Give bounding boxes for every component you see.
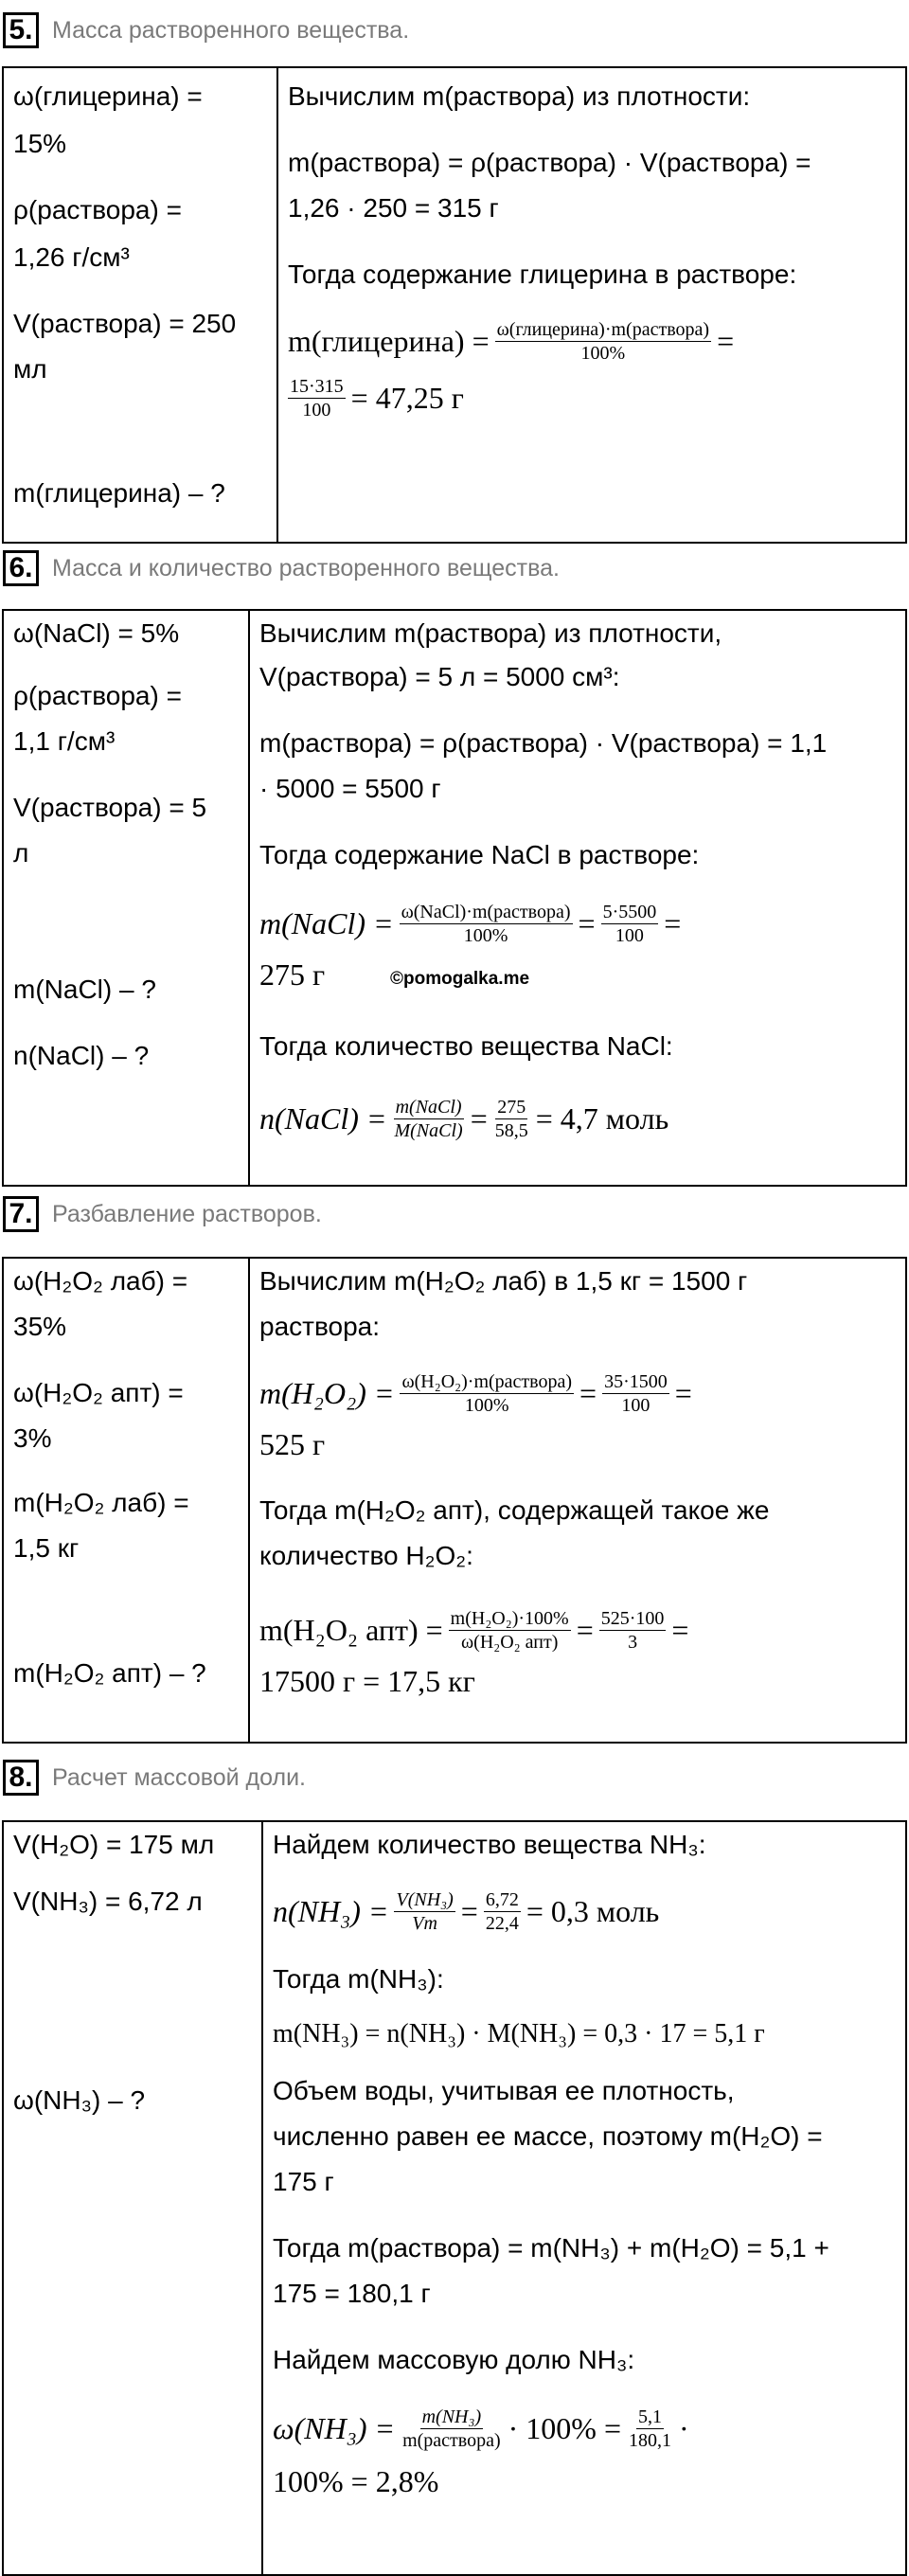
given-line: л bbox=[13, 838, 29, 868]
problem-8-header bbox=[0, 1754, 306, 1801]
given-line: ρ(раствора) = bbox=[13, 195, 182, 224]
fraction-numerator: 5,1 bbox=[638, 2406, 662, 2427]
solution-line: Найдем массовую долю NH₃: bbox=[273, 2345, 635, 2374]
solution-line: 1,26 · 250 = 315 г bbox=[288, 193, 499, 223]
fraction-numerator: ω(H₂O₂)·m(раствора) bbox=[401, 1370, 573, 1392]
solution-column bbox=[250, 611, 905, 1185]
given-line: 3% bbox=[13, 1423, 52, 1453]
formula-line bbox=[259, 1365, 692, 1422]
fraction-denominator: ω(H₂O₂ апт) bbox=[461, 1631, 559, 1653]
problem-number: 6. bbox=[3, 550, 39, 586]
formula-line bbox=[259, 895, 681, 952]
problem-title: Разбавление растворов. bbox=[52, 1200, 322, 1227]
problem-number: 8. bbox=[3, 1760, 39, 1796]
problem-8-table bbox=[2, 1820, 907, 2576]
problem-number: 5. bbox=[3, 12, 39, 48]
formula-operator: · bbox=[679, 2411, 689, 2445]
equals-sign: = bbox=[579, 1376, 597, 1410]
formula-lhs: m(H₂O₂ апт) = bbox=[259, 1613, 443, 1647]
formula-result: = 0,3 моль bbox=[526, 1894, 660, 1928]
equals-sign: = bbox=[674, 1376, 692, 1410]
given-column bbox=[4, 68, 276, 542]
given-column bbox=[4, 1822, 261, 2574]
formula-lhs: m(NaCl) = bbox=[259, 906, 394, 940]
fraction-denominator: m(раствора) bbox=[402, 2429, 501, 2451]
given-line: 15% bbox=[13, 129, 67, 158]
problem-title: Масса и количество растворенного вещества. bbox=[52, 554, 560, 581]
fraction-denominator: 100% bbox=[580, 342, 626, 364]
solution-line: Тогда количество вещества NaCl: bbox=[259, 1031, 673, 1061]
given-line: V(H₂O) = 175 мл bbox=[13, 1830, 215, 1859]
solution-line: численно равен ее массе, поэтому m(H₂O) = bbox=[273, 2121, 823, 2151]
fraction bbox=[601, 901, 659, 947]
solution-line: Объем воды, учитывая ее плотность, bbox=[273, 2076, 735, 2105]
fraction-numerator: m(NH₃) bbox=[421, 2406, 482, 2427]
fraction bbox=[400, 1370, 574, 1417]
formula-line bbox=[259, 1090, 668, 1147]
formula-line bbox=[273, 2400, 689, 2457]
fraction-numerator: ω(NaCl)·m(раствора) bbox=[401, 901, 571, 922]
formula-result: = 47,25 г bbox=[350, 381, 464, 415]
formula-lhs: n(NaCl) = bbox=[259, 1101, 387, 1136]
solution-line: Вычислим m(раствора) из плотности, bbox=[259, 618, 722, 648]
given-column bbox=[4, 611, 248, 1185]
fraction-numerator: 15·315 bbox=[290, 375, 344, 397]
fraction-numerator: m(NaCl) bbox=[395, 1096, 462, 1118]
solution-line: V(раствора) = 5 л = 5000 см³: bbox=[259, 662, 620, 691]
formula-lhs: ω(NH₃) = bbox=[273, 2411, 396, 2445]
fraction-denominator: Vm bbox=[412, 1912, 437, 1934]
formula-result: 100% = 2,8% bbox=[273, 2464, 439, 2498]
solution-line: 175 г bbox=[273, 2167, 334, 2196]
given-line: 1,1 г/см³ bbox=[13, 726, 116, 756]
fraction-denominator: 100 bbox=[302, 399, 331, 420]
formula-operator: · 100% = bbox=[508, 2411, 621, 2445]
given-line: ω(NaCl) = 5% bbox=[13, 618, 180, 648]
fraction bbox=[449, 1607, 571, 1654]
problem-6-header bbox=[0, 545, 560, 592]
fraction-denominator: 100 bbox=[615, 924, 644, 946]
unknown-line: ω(NH₃) – ? bbox=[13, 2085, 146, 2115]
solution-line: · 5000 = 5500 г bbox=[259, 774, 441, 803]
solution-line: 175 = 180,1 г bbox=[273, 2279, 431, 2308]
fraction-denominator: 100% bbox=[463, 924, 508, 946]
formula-lhs: m(глицерина) = bbox=[288, 324, 490, 358]
fraction bbox=[484, 1888, 521, 1935]
problem-5-table bbox=[2, 66, 907, 544]
unknown-line: m(глицерина) – ? bbox=[13, 478, 225, 508]
solution-line: Тогда m(раствора) = m(NH₃) + m(H₂O) = 5,1 + bbox=[273, 2233, 829, 2263]
fraction-numerator: m(H₂O₂)·100% bbox=[450, 1607, 569, 1629]
problem-7-table bbox=[2, 1257, 907, 1744]
given-line: ρ(раствора) = bbox=[13, 681, 182, 710]
given-line: ω(глицерина) = bbox=[13, 81, 203, 111]
fraction bbox=[392, 1096, 464, 1142]
fraction-numerator: 35·1500 bbox=[604, 1370, 668, 1392]
fraction-denominator: 58,5 bbox=[494, 1119, 528, 1141]
fraction bbox=[627, 2406, 673, 2452]
solution-line: m(раствора) = ρ(раствора) · V(раствора) = 1,1 bbox=[259, 728, 828, 758]
fraction-denominator: 100% bbox=[464, 1394, 509, 1416]
given-line: V(раствора) = 250 bbox=[13, 309, 237, 338]
equals-sign: = bbox=[470, 1101, 488, 1136]
equals-sign: = bbox=[671, 1613, 689, 1647]
watermark: ©pomogalka.me bbox=[390, 969, 530, 989]
equals-sign: = bbox=[576, 1613, 594, 1647]
fraction-numerator: 6,72 bbox=[485, 1888, 519, 1910]
fraction-denominator: 180,1 bbox=[629, 2429, 671, 2451]
formula-result: 525 г bbox=[259, 1427, 326, 1461]
formula-result: 17500 г = 17,5 кг bbox=[259, 1664, 475, 1698]
fraction-numerator: ω(глицерина)·m(раствора) bbox=[496, 318, 710, 340]
fraction-denominator: 22,4 bbox=[485, 1912, 519, 1934]
equals-sign: = bbox=[717, 324, 735, 358]
given-line: 1,26 г/см³ bbox=[13, 242, 130, 272]
given-line: ω(H₂O₂ лаб) = bbox=[13, 1266, 188, 1296]
fraction bbox=[288, 375, 346, 421]
solution-line: раствора: bbox=[259, 1312, 381, 1341]
fraction-numerator: 525·100 bbox=[600, 1607, 665, 1629]
formula-result: 275 г bbox=[259, 957, 326, 992]
equals-sign: = bbox=[578, 906, 596, 940]
formula-line: m(NH₃) = n(NH₃) · M(NH₃) = 0,3 · 17 = 5,1 г bbox=[273, 2019, 765, 2048]
formula-line bbox=[273, 1883, 659, 1940]
fraction bbox=[602, 1370, 669, 1417]
problem-number: 7. bbox=[3, 1196, 39, 1232]
fraction bbox=[400, 901, 573, 947]
fraction-numerator: V(NH₃) bbox=[396, 1888, 454, 1910]
solution-line: количество H₂O₂: bbox=[259, 1541, 473, 1570]
formula-result: = 4,7 моль bbox=[535, 1101, 669, 1136]
formula-line bbox=[288, 313, 734, 369]
fraction-numerator: 275 bbox=[497, 1096, 526, 1118]
fraction bbox=[495, 318, 711, 365]
fraction-denominator: 3 bbox=[628, 1631, 638, 1653]
problem-title: Расчет массовой доли. bbox=[52, 1763, 306, 1791]
unknown-line: n(NaCl) – ? bbox=[13, 1041, 150, 1070]
given-line: V(NH₃) = 6,72 л bbox=[13, 1887, 203, 1916]
formula-lhs: m(H₂O₂) = bbox=[259, 1376, 395, 1410]
solution-line: Тогда содержание NaCl в растворе: bbox=[259, 840, 700, 869]
problem-5-header bbox=[0, 7, 409, 54]
equals-sign: = bbox=[664, 906, 682, 940]
solution-line: m(раствора) = ρ(раствора) · V(раствора) = bbox=[288, 148, 811, 177]
equals-sign: = bbox=[460, 1894, 478, 1928]
problem-title: Масса растворенного вещества. bbox=[52, 16, 410, 44]
solution-column bbox=[250, 1259, 905, 1742]
solution-line: Найдем количество вещества NH₃: bbox=[273, 1830, 706, 1859]
given-line: m(H₂O₂ лаб) = bbox=[13, 1488, 189, 1517]
given-column bbox=[4, 1259, 248, 1742]
unknown-line: m(H₂O₂ апт) – ? bbox=[13, 1658, 206, 1688]
fraction-denominator: 100 bbox=[621, 1394, 651, 1416]
fraction bbox=[401, 2406, 503, 2452]
fraction-denominator: M(NaCl) bbox=[394, 1119, 463, 1141]
fraction bbox=[599, 1607, 667, 1654]
given-line: V(раствора) = 5 bbox=[13, 793, 207, 822]
problem-7-header bbox=[0, 1190, 322, 1238]
given-line: ω(H₂O₂ апт) = bbox=[13, 1378, 184, 1407]
fraction-numerator: 5·5500 bbox=[602, 901, 657, 922]
given-line: мл bbox=[13, 354, 47, 384]
solution-column bbox=[263, 1822, 905, 2574]
formula-lhs: n(NH₃) = bbox=[273, 1894, 389, 1928]
solution-line: Тогда содержание глицерина в растворе: bbox=[288, 259, 797, 289]
given-line: 35% bbox=[13, 1312, 67, 1341]
formula-line bbox=[259, 1601, 688, 1658]
problem-6-table bbox=[2, 609, 907, 1187]
formula-line bbox=[288, 369, 464, 426]
solution-line: Вычислим m(раствора) из плотности: bbox=[288, 81, 751, 111]
solution-line: Вычислим m(H₂O₂ лаб) в 1,5 кг = 1500 г bbox=[259, 1266, 748, 1296]
fraction bbox=[493, 1096, 530, 1142]
fraction bbox=[394, 1888, 454, 1935]
unknown-line: m(NaCl) – ? bbox=[13, 975, 156, 1004]
given-line: 1,5 кг bbox=[13, 1533, 80, 1563]
solution-line: Тогда m(H₂O₂ апт), содержащей такое же bbox=[259, 1495, 770, 1525]
solution-line: Тогда m(NH₃): bbox=[273, 1964, 444, 1994]
solution-column bbox=[278, 68, 905, 542]
